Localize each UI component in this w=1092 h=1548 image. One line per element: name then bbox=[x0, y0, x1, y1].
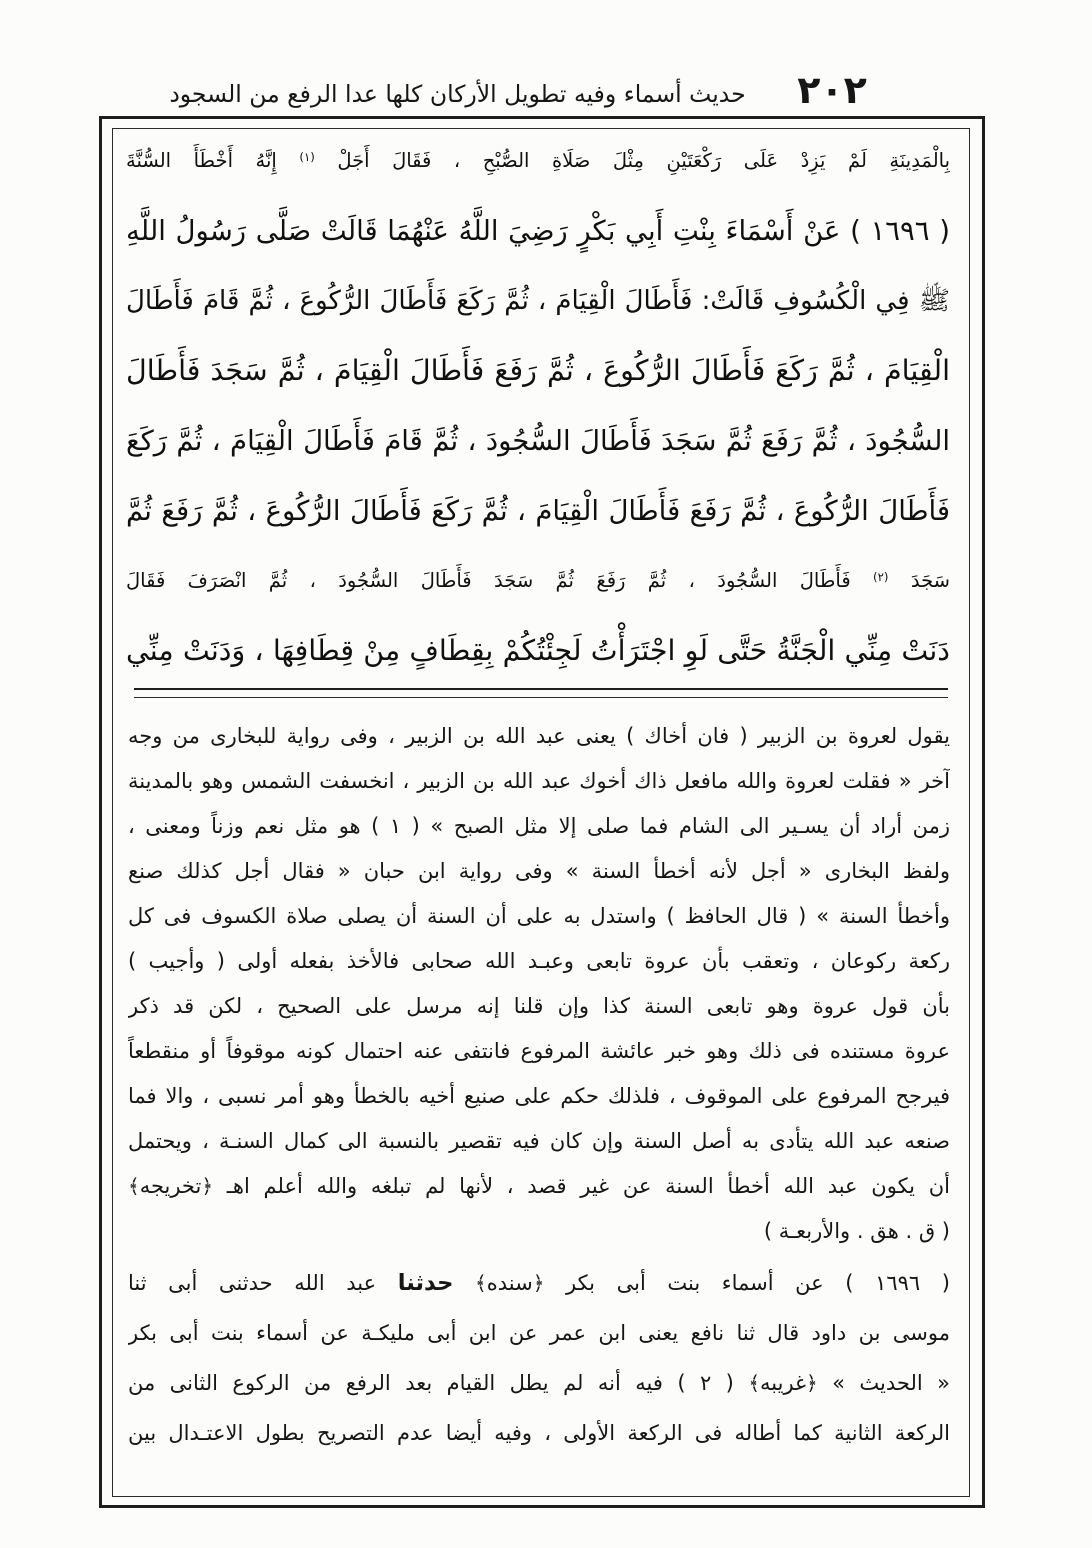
commentary-line: عروة مستنده فى ذلك وهو خبر عائشة المرفوع فانتفى عنه احتمال كونه موقوفاً أو منقطعاً bbox=[128, 1039, 950, 1063]
commentary-line: فيرجح المرفوع على الموقوف ، فلذلك حكم على صنيع أخيه بالخطأ وهو أمر نسبى ، والا فما bbox=[128, 1084, 950, 1108]
commentary-segment: أن يكون عبد الله أخطأ السنة عن غير قصد ، لأنها لم تبلغه والله أعلم اهـ bbox=[226, 1174, 950, 1198]
main-text-line: الْقِيَامَ ، ثُمَّ رَكَعَ فَأَطَالَ الرُّكُوعَ ، ثُمَّ رَفَعَ فَأَطَالَ الْقِيَامَ ، ثُمَّ سَجَدَ فَأَطَالَ bbox=[126, 354, 950, 387]
sanad-heading: ﴿ سنده ﴾ bbox=[475, 1271, 544, 1295]
page-number: ٢٠٢ bbox=[797, 68, 867, 112]
second-hadith-block bbox=[128, 1258, 950, 1458]
isnad-segment: ( ١٦٩٦ ) عن أسماء بنت أبى بكر bbox=[565, 1271, 950, 1295]
running-title: حديث أسماء وفيه تطويل الأركان كلها عدا الرفع من السجود bbox=[169, 80, 746, 108]
footnote-marker: (١) bbox=[299, 149, 315, 164]
isnad-segment: ( ٢ ) فيه أنه لم يطل القيام بعد الرفع من الركوع الثانى من bbox=[128, 1371, 734, 1395]
main-text-segment: فَأَطَالَ السُّجُودَ ، ثُمَّ رَفَعَ ثُمَّ سَجَدَ فَأَطَالَ السُّجُودَ ، ثُمَّ انْصَرَفَ فَقَالَ bbox=[126, 569, 851, 592]
section-separator-thin bbox=[134, 697, 948, 698]
main-text-segment: بِالْمَدِينَةِ لَمْ يَزِدْ عَلَى رَكْعَتَيْنِ مِثْلَ صَلَاةِ الصُّبْحِ ، فَقَالَ أَجَلْ bbox=[337, 149, 950, 172]
main-text-line: فَأَطَالَ الرُّكُوعَ ، ثُمَّ رَفَعَ فَأَطَالَ الْقِيَامَ ، ثُمَّ رَكَعَ فَأَطَالَ الرُّكُوعَ ، ثُمَّ رَفَعَ ثُمَّ bbox=[126, 495, 950, 527]
commentary-line: صنعه عبد الله يتأدى به أصل السنة وإن كان فيه تقصير بالنسبة الى كمال السنـة ، ويحتمل bbox=[128, 1129, 950, 1153]
main-hadith-text bbox=[126, 126, 950, 686]
commentary-block bbox=[128, 714, 950, 1254]
main-text-line: ( ١٦٩٦ ) عَنْ أَسْمَاءَ بِنْتِ أَبِي بَكْرٍ رَضِيَ اللَّهُ عَنْهُمَا قَالَتْ صَلَّى رَسُولُ اللَّهِ bbox=[126, 215, 950, 247]
commentary-line: يقول لعروة بن الزبير ( فان أخاك ) يعنى عبد الله بن الزبير ، وفى رواية للبخارى من وجه bbox=[128, 724, 950, 748]
commentary-line: وأخطأ السنة » ( قال الحافظ ) واستدل به على أن السنة أن يصلى صلاة الكسوف فى كل bbox=[128, 904, 950, 928]
isnad-line bbox=[128, 1258, 950, 1308]
main-text-line: السُّجُودَ ، ثُمَّ رَفَعَ ثُمَّ سَجَدَ فَأَطَالَ السُّجُودَ ، ثُمَّ قَامَ فَأَطَالَ الْقِيَامَ ، ثُمَّ رَكَعَ bbox=[126, 425, 950, 457]
isnad-segment: عبد الله حدثنى أبى ثنا bbox=[128, 1271, 377, 1295]
main-text-line: ﷺ فِي الْكُسُوفِ قَالَتْ: فَأَطَالَ الْقِيَامَ ، ثُمَّ رَكَعَ فَأَطَالَ الرُّكُوعَ ، ثُمَّ قَامَ فَأَطَالَ bbox=[126, 286, 950, 316]
commentary-line: آخر « فقلت لعروة والله مافعل ذاك أخوك عبد الله بن الزبير ، انخسفت الشمس وهو بالمدينة bbox=[128, 769, 950, 793]
takhrij-heading: ﴿ تخريجه ﴾ bbox=[128, 1174, 213, 1198]
takhrij-sources: ( ق . هق . والأربعـة ) bbox=[763, 1219, 950, 1243]
main-text-line bbox=[126, 126, 950, 196]
main-text-segment: إِنَّهُ أَخْطَأَ السُّنَّةَ bbox=[126, 149, 277, 172]
gharib-heading: ﴿ غريبه ﴾ bbox=[748, 1371, 817, 1395]
isnad-line bbox=[128, 1358, 950, 1408]
main-text-segment: سَجَدَ bbox=[910, 569, 950, 592]
main-text-line: دَنَتْ مِنِّي الْجَنَّةُ حَتَّى لَوِ اجْتَرَأْتُ لَجِئْتُكُمْ بِقِطَافٍ مِنْ قِطَافِهَا ، وَدَنَتْ مِنِّي bbox=[126, 634, 950, 667]
commentary-line: ولفظ البخارى « أجل لأنه أخطأ السنة » وفى رواية ابن حبان « فقال أجل كذلك صنع bbox=[128, 859, 950, 883]
commentary-line bbox=[128, 1164, 950, 1209]
commentary-line: زمن أراد أن يسـير الى الشام فما صلى إلا مثل الصبح » ( ١ ) هو مثل نعم وزناً ومعنى ، bbox=[128, 814, 950, 838]
isnad-line: موسى بن داود قال ثنا نافع يعنى ابن عمر عن ابن أبى مليكـة عن أسماء بنت أبى بكر bbox=[128, 1321, 950, 1345]
footnote-marker: (٢) bbox=[873, 569, 889, 584]
haddathana-word: حدثنا bbox=[397, 1270, 454, 1296]
main-text-line bbox=[126, 546, 950, 616]
commentary-line: بأن قول عروة وهو تابعى السنة كذا وإن قلنا إنه مرسل على الصحيح ، لكن قد ذكر bbox=[128, 994, 950, 1018]
isnad-line: الركعة الثانية كما أطاله فى الركعة الأولى ، وفيه أيضا عدم التصريح بطول الاعتـدال بين bbox=[128, 1421, 950, 1445]
section-separator-thick bbox=[134, 688, 948, 690]
commentary-line: ركعة ركوعان ، وتعقب بأن عروة تابعى وعبـد الله صحابى فالأخذ بفعله أولى ( وأجيب ) bbox=[128, 949, 950, 973]
isnad-segment: « الحديث » bbox=[832, 1371, 950, 1395]
